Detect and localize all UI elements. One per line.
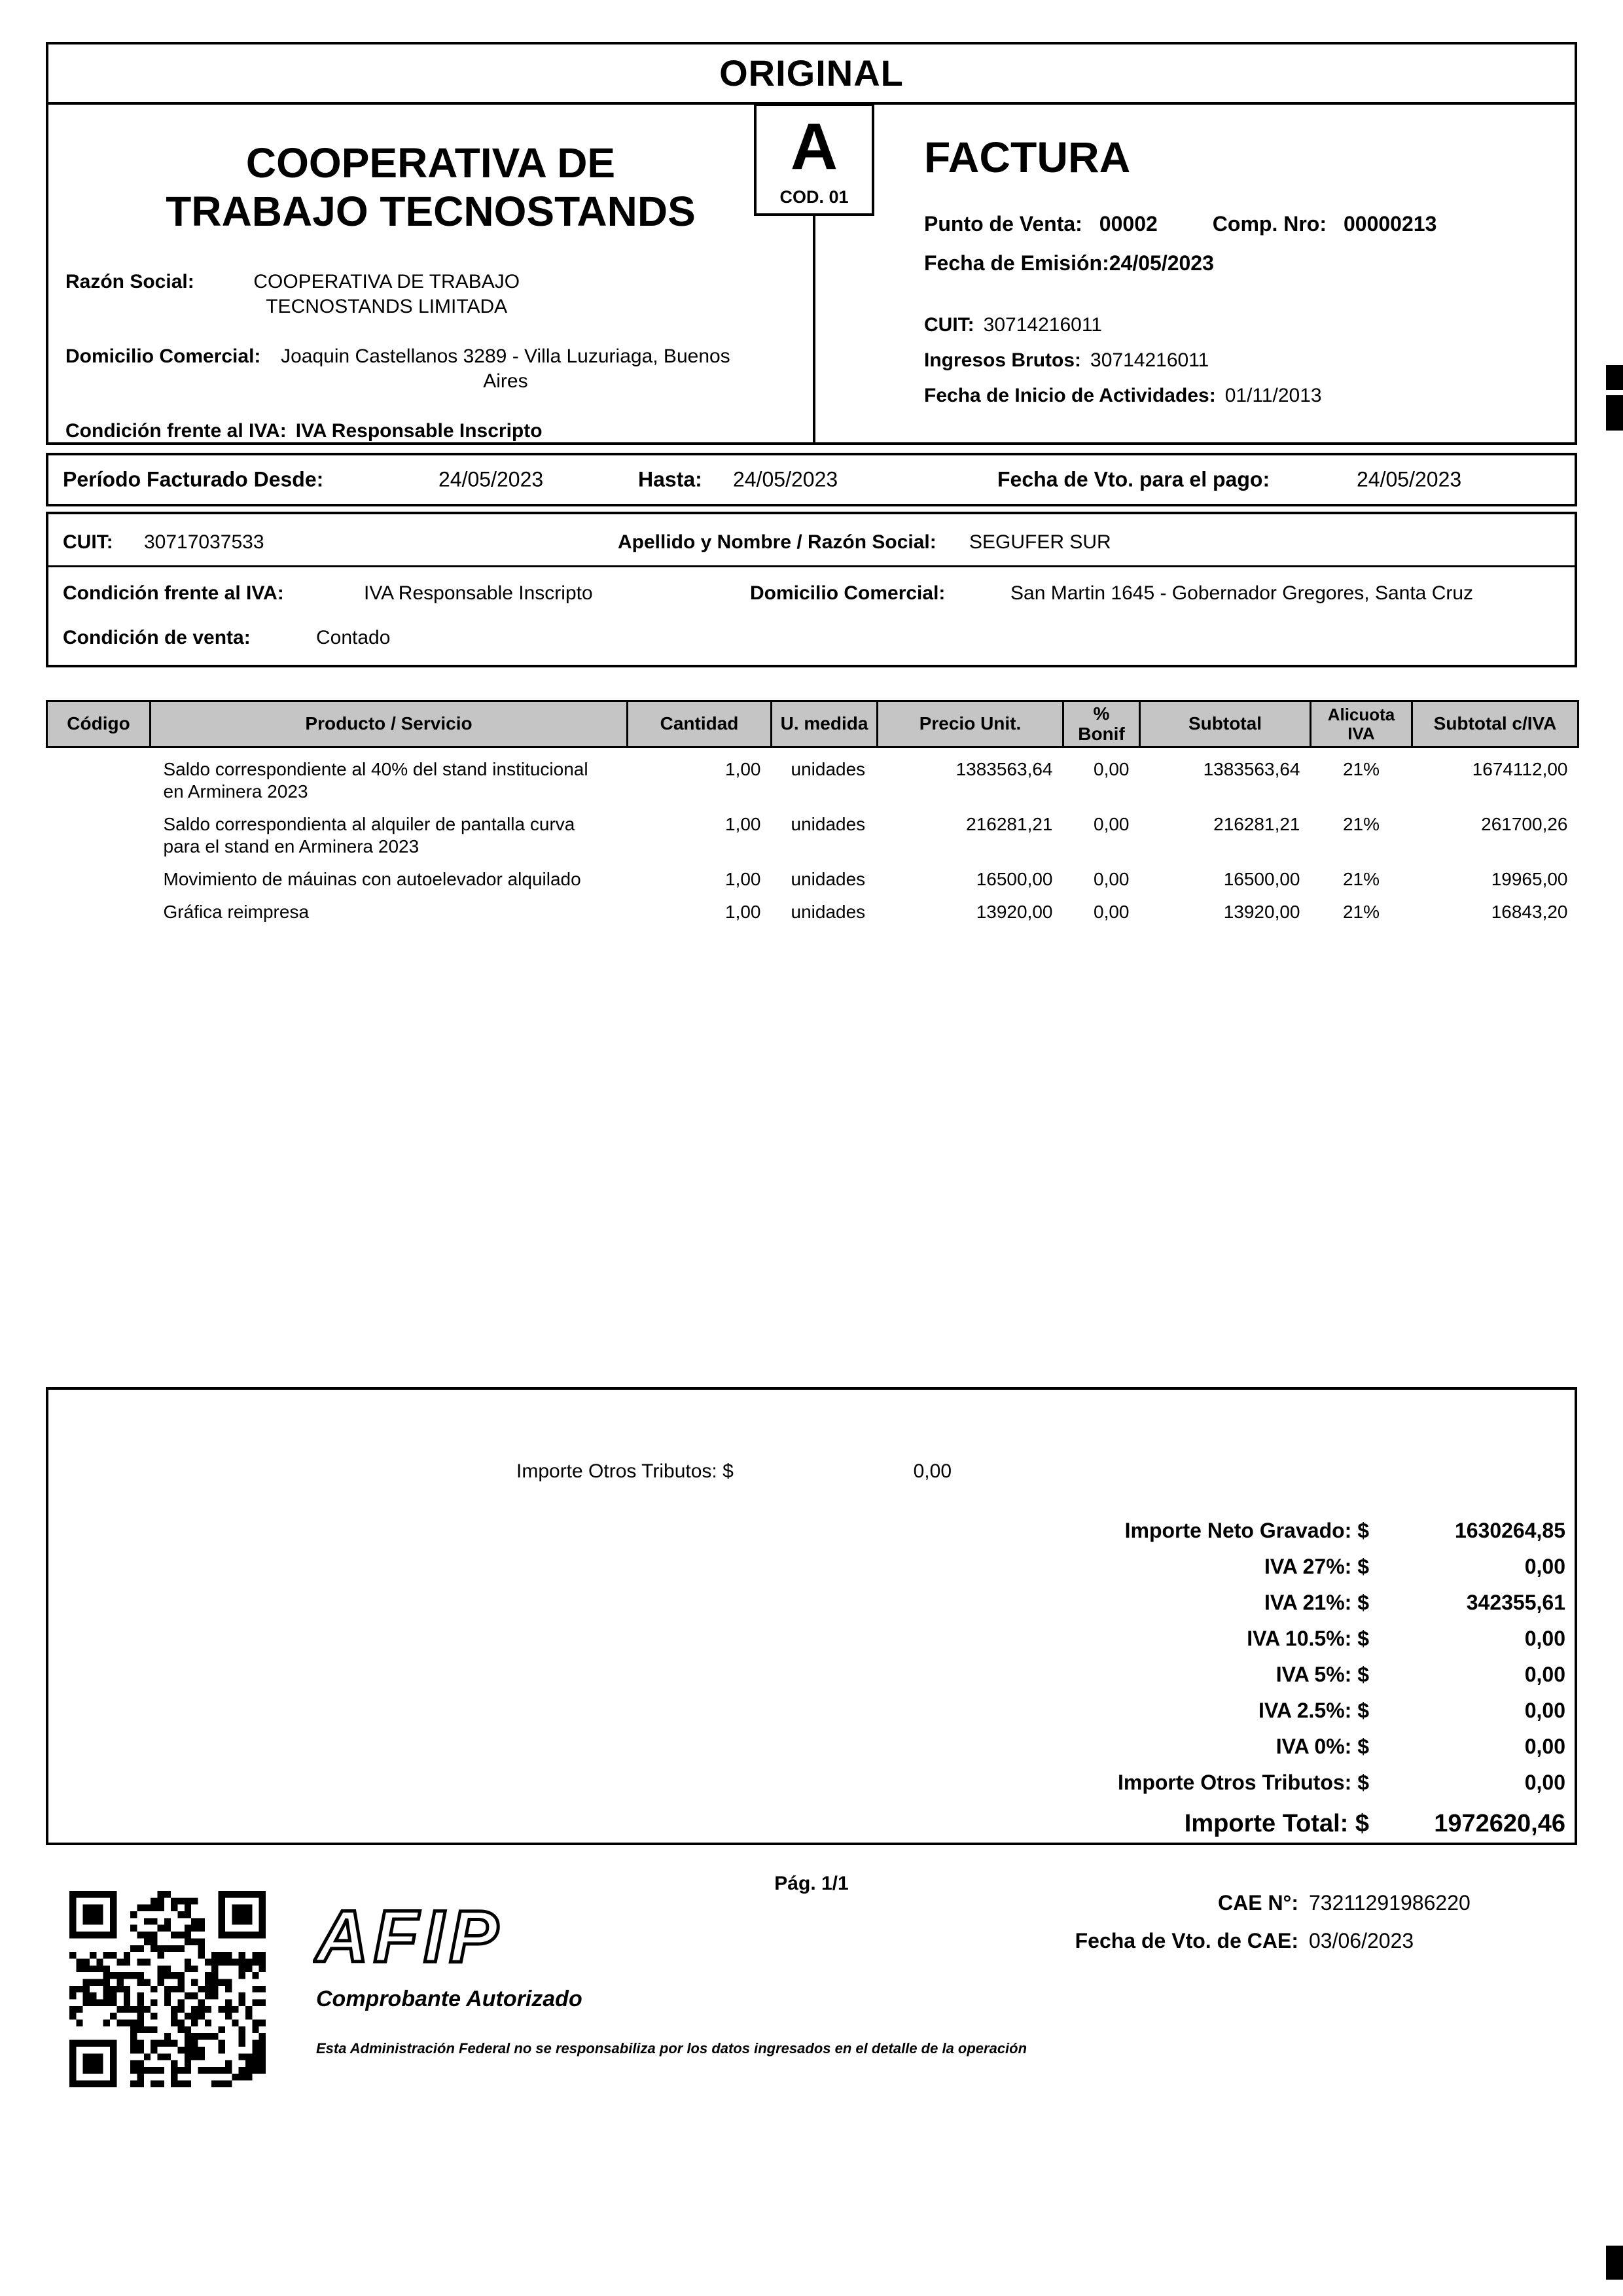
- header-subtotal-iva: Subtotal c/IVA: [1412, 701, 1578, 747]
- invoice-header: [46, 102, 1577, 445]
- periodo-desde-value: 24/05/2023: [438, 467, 544, 491]
- cliente-iva-value: IVA Responsable Inscripto: [364, 582, 593, 604]
- vencimiento-pago-label: Fecha de Vto. para el pago:: [997, 467, 1270, 491]
- header-umedida: U. medida: [772, 701, 878, 747]
- otros-tributos-inline-value: 0,00: [913, 1460, 952, 1482]
- cliente-nombre-label: Apellido y Nombre / Razón Social:: [618, 531, 936, 553]
- items-table: [46, 700, 1579, 923]
- total-row-otros: Importe Otros Tributos: $ 0,00: [1117, 1771, 1565, 1794]
- vencimiento-pago-value: 24/05/2023: [1357, 467, 1462, 491]
- afip-disclaimer: Esta Administración Federal no se responsabiliza por los datos ingresados en el detalle de la operación: [316, 2040, 1027, 2057]
- fecha-emision-label: Fecha de Emisión:: [924, 251, 1109, 275]
- totals-box: [46, 1387, 1577, 1845]
- document-copy-banner: [46, 42, 1577, 105]
- header-precio: Precio Unit.: [878, 701, 1063, 747]
- comp-nro-value: 00000213: [1343, 212, 1437, 236]
- item-subtotal: 13920,00: [1223, 902, 1300, 922]
- total-row-iva105: IVA 10.5%: $ 0,00: [1247, 1627, 1565, 1650]
- item-precio: 216281,21: [966, 814, 1053, 834]
- item-precio: 1383563,64: [955, 759, 1053, 779]
- razon-social-label: Razón Social:: [65, 271, 194, 293]
- seller-cuit-row: [924, 313, 1555, 338]
- condicion-venta-value: Contado: [316, 627, 391, 648]
- cae-vto-row: [1075, 1926, 1525, 1955]
- comprobante-autorizado-label: Comprobante Autorizado: [316, 1987, 582, 2011]
- items-header-row: [47, 701, 1578, 747]
- cliente-domicilio-value: San Martin 1645 - Gobernador Gregores, Santa Cruz: [1010, 582, 1474, 604]
- cliente-cuit-label: CUIT:: [63, 531, 113, 553]
- original-label: ORIGINAL: [719, 52, 904, 94]
- seller-name: COOPERATIVA DE TRABAJO TECNOSTANDS: [166, 139, 696, 236]
- cliente-iva-label: Condición frente al IVA:: [63, 582, 284, 604]
- item-producto: Saldo correspondiente al 40% del stand institucional en Arminera 2023: [163, 759, 588, 802]
- fecha-emision-value: 24/05/2023: [1109, 251, 1214, 275]
- ingresos-brutos-label: Ingresos Brutos:: [924, 349, 1082, 371]
- total-row-iva27: IVA 27%: $ 0,00: [1264, 1555, 1565, 1578]
- cut-mark: [1606, 2246, 1623, 2280]
- item-producto: Movimiento de máuinas con autoelevador alquilado: [163, 869, 581, 889]
- seller-iva-row: [65, 419, 796, 444]
- item-subtotal-iva: 19965,00: [1491, 869, 1568, 889]
- punto-venta-value: 00002: [1099, 212, 1158, 236]
- ingresos-brutos-row: [924, 348, 1555, 373]
- item-umedida: unidades: [791, 759, 866, 779]
- item-alicuota: 21%: [1342, 902, 1380, 922]
- comp-nro-label: Comp. Nro:: [1212, 212, 1327, 236]
- cae-vto-value: 03/06/2023: [1309, 1929, 1414, 1952]
- periodo-hasta-label: Hasta:: [638, 467, 702, 491]
- seller-razon-social-row: [65, 270, 796, 319]
- periodo-hasta-value: 24/05/2023: [733, 467, 838, 491]
- cut-mark: [1606, 395, 1623, 431]
- afip-logo: [313, 1896, 575, 1985]
- razon-social-value: COOPERATIVA DE TRABAJO TECNOSTANDS LIMITADA: [253, 271, 520, 318]
- header-bonif: % Bonif: [1063, 701, 1140, 747]
- item-row: [47, 803, 1578, 858]
- item-umedida: unidades: [791, 814, 866, 834]
- item-cantidad: 1,00: [725, 869, 761, 889]
- item-alicuota: 21%: [1342, 814, 1380, 834]
- item-cantidad: 1,00: [725, 902, 761, 922]
- periodo-desde-label: Período Facturado Desde:: [63, 467, 324, 491]
- total-row-iva21: IVA 21%: $ 342355,61: [1264, 1591, 1565, 1614]
- total-row-importe-total: Importe Total: $ 1972620,46: [1184, 1810, 1565, 1837]
- item-subtotal-iva: 1674112,00: [1472, 759, 1568, 779]
- seller-iva-value: IVA Responsable Inscripto: [295, 420, 543, 442]
- domicilio-label: Domicilio Comercial:: [65, 345, 261, 368]
- qr-code: [69, 1891, 266, 2087]
- cliente-domicilio-label: Domicilio Comercial:: [750, 582, 946, 604]
- total-row-neto: Importe Neto Gravado: $ 1630264,85: [1124, 1519, 1565, 1542]
- item-precio: 16500,00: [976, 869, 1053, 889]
- cliente-cuit-value: 30717037533: [144, 531, 264, 553]
- header-alicuota: Alicuota IVA: [1311, 701, 1412, 747]
- cae-label: CAE N°:: [1217, 1891, 1298, 1915]
- totals-stack: [1118, 1513, 1565, 1844]
- total-row-iva5: IVA 5%: $ 0,00: [1275, 1663, 1565, 1686]
- invoice-type-code: COD. 01: [779, 187, 849, 207]
- item-row: [47, 858, 1578, 891]
- item-row: [47, 747, 1578, 804]
- item-cantidad: 1,00: [725, 814, 761, 834]
- seller-domicilio-row: [65, 344, 796, 394]
- total-row-iva0: IVA 0%: $ 0,00: [1275, 1735, 1565, 1758]
- svg-text:AFIP: AFIP: [315, 1896, 504, 1977]
- item-subtotal-iva: 16843,20: [1491, 902, 1568, 922]
- item-producto: Gráfica reimpresa: [163, 902, 310, 922]
- item-bonif: 0,00: [1094, 759, 1130, 779]
- cut-mark: [1606, 365, 1623, 390]
- condicion-venta-label: Condición de venta:: [63, 627, 251, 648]
- item-subtotal: 16500,00: [1223, 869, 1300, 889]
- header-codigo: Código: [47, 701, 151, 747]
- invoice-info-panel: [815, 105, 1575, 442]
- header-producto: Producto / Servicio: [151, 701, 628, 747]
- inicio-actividades-label: Fecha de Inicio de Actividades:: [924, 385, 1216, 406]
- punto-venta-row: [924, 211, 1555, 237]
- item-umedida: unidades: [791, 902, 866, 922]
- item-bonif: 0,00: [1094, 814, 1130, 834]
- item-precio: 13920,00: [976, 902, 1053, 922]
- fecha-emision-row: [924, 250, 1555, 276]
- cae-value: 73211291986220: [1309, 1891, 1471, 1915]
- otros-tributos-inline-label: Importe Otros Tributos: $: [516, 1460, 734, 1482]
- item-row: [47, 891, 1578, 923]
- seller-iva-label: Condición frente al IVA:: [65, 420, 287, 442]
- customer-box-divider: [48, 565, 1575, 567]
- item-producto: Saldo correspondienta al alquiler de pantalla curva para el stand en Arminera 2023: [163, 814, 575, 857]
- item-bonif: 0,00: [1094, 902, 1130, 922]
- header-subtotal: Subtotal: [1140, 701, 1311, 747]
- seller-panel: [48, 105, 813, 442]
- domicilio-value: Joaquin Castellanos 3289 - Villa Luzuriaga, Buenos Aires: [281, 345, 730, 393]
- invoice-type-box: [754, 103, 874, 216]
- invoice-title: FACTURA: [924, 133, 1131, 181]
- total-row-iva25: IVA 2.5%: $ 0,00: [1258, 1699, 1565, 1722]
- inicio-actividades-row: [924, 383, 1555, 408]
- ingresos-brutos-value: 30714216011: [1090, 349, 1209, 371]
- item-alicuota: 21%: [1342, 759, 1380, 779]
- punto-venta-label: Punto de Venta:: [924, 212, 1082, 236]
- seller-cuit-label: CUIT:: [924, 314, 974, 336]
- header-cantidad: Cantidad: [628, 701, 772, 747]
- invoice-type-letter: A: [790, 110, 838, 183]
- item-umedida: unidades: [791, 869, 866, 889]
- cliente-nombre-value: SEGUFER SUR: [969, 531, 1111, 553]
- cae-vto-label: Fecha de Vto. de CAE:: [1075, 1929, 1298, 1952]
- item-subtotal: 1383563,64: [1203, 759, 1300, 779]
- cae-number-row: [1075, 1888, 1525, 1917]
- cae-block: [1075, 1888, 1525, 1964]
- item-subtotal: 216281,21: [1213, 814, 1300, 834]
- inicio-actividades-value: 01/11/2013: [1224, 385, 1322, 406]
- item-alicuota: 21%: [1342, 869, 1380, 889]
- customer-box: [46, 512, 1577, 667]
- item-bonif: 0,00: [1094, 869, 1130, 889]
- seller-cuit-value: 30714216011: [983, 314, 1102, 336]
- item-subtotal-iva: 261700,26: [1481, 814, 1568, 834]
- billing-period-box: [46, 453, 1577, 506]
- item-cantidad: 1,00: [725, 759, 761, 779]
- page-number: Pág. 1/1: [774, 1873, 849, 1894]
